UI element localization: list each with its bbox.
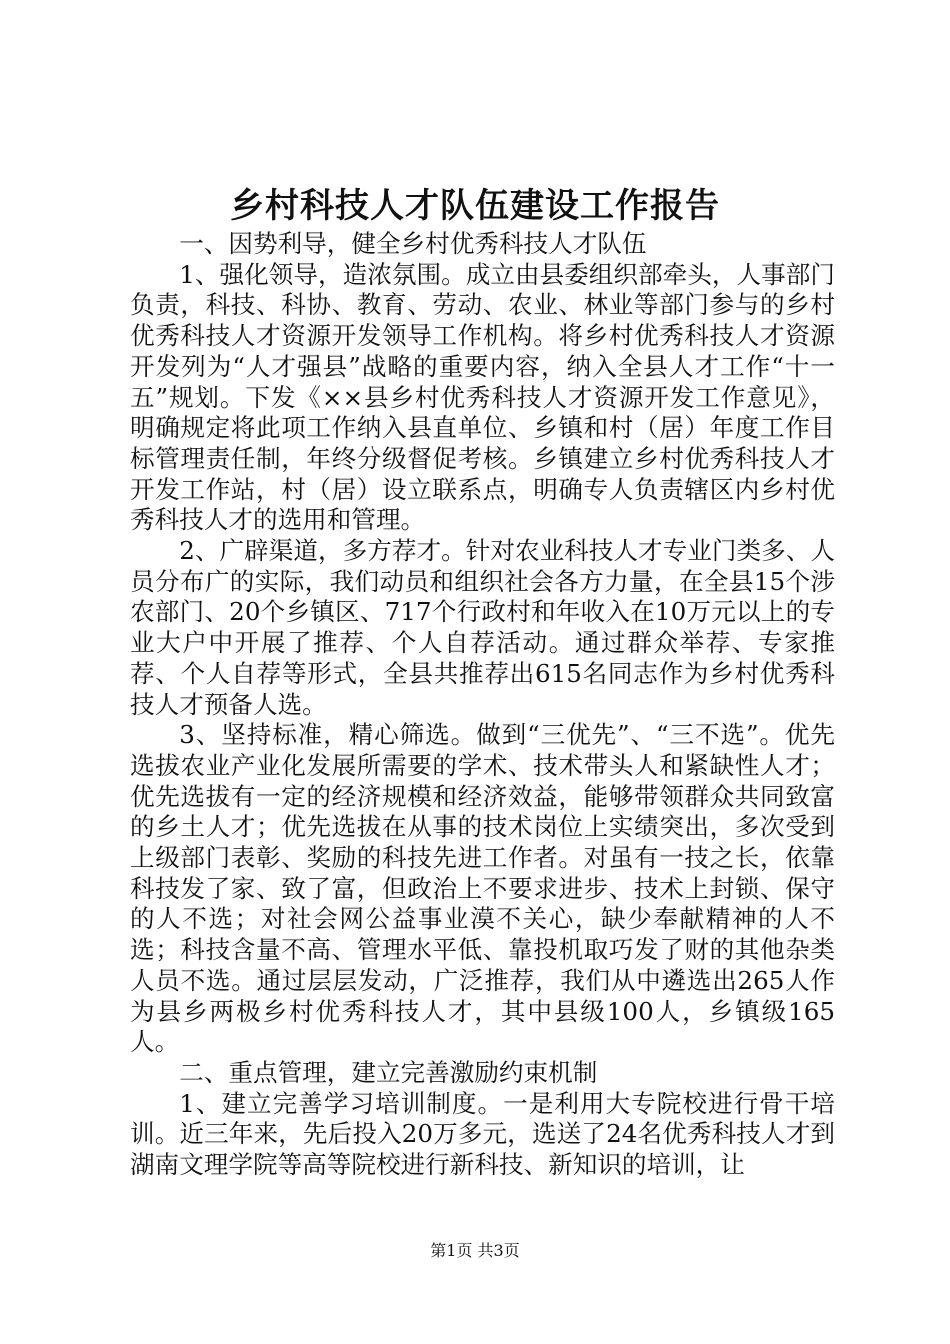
document-title: 乡村科技人才队伍建设工作报告: [230, 186, 720, 226]
paragraph-channels: 2、广辟渠道，多方荐才。针对农业科技人才专业门类多、人员分布广的实际，我们动员和组织社会各方力量，在全县15个涉农部门、20个乡镇区、717个行政村和年收入在10万元以上的专业大户中开展了推荐、个人自荐活动。通过群众举荐、专家推荐、个人自荐等形式，全县共推荐出615名同志作为乡村优秀科技人才预备人选。: [130, 536, 835, 719]
paragraph-training: 1、建立完善学习培训制度。一是利用大专院校进行骨干培训。近三年来，先后投入20万多元，选送了24名优秀科技人才到湖南文理学院等高等院校进行新科技、新知识的培训，让: [130, 1088, 835, 1180]
paragraph-leadership: 1、强化领导，造浓氛围。成立由县委组织部牵头，人事部门负责，科技、科协、教育、劳动、农业、林业等部门参与的乡村优秀科技人才资源开发领导工作机构。将乡村优秀科技人才资源开发列为“人才强县”战略的重要内容，纳入全县人才工作“十一五”规划。下发《××县乡村优秀科技人才资源开发工作意见》，明确规定将此项工作纳入县直单位、乡镇和村（居）年度工作目标管理责任制，年终分级督促考核。乡镇建立乡村优秀科技人才开发工作站，村（居）设立联系点，明确专人负责辖区内乡村优秀科技人才的选用和管理。: [130, 259, 835, 535]
document-body: [130, 229, 835, 1181]
section-heading-2: 二、重点管理，建立完善激励约束机制: [179, 1057, 598, 1087]
page-number: 第1页 共3页: [430, 1241, 520, 1260]
section-heading-1: 一、因势利导，健全乡村优秀科技人才队伍: [179, 229, 647, 258]
paragraph-selection: 3、坚持标准，精心筛选。做到“三优先”、“三不选”。优先选拔农业产业化发展所需要的学术、技术带头人和紧缺性人才；优先选拔有一定的经济规模和经济效益，能够带领群众共同致富的乡土人才；优先选拔在从事的技术岗位上实绩突出，多次受到上级部门表彰、奖励的科技先进工作者。对虽有一技之长，依靠科技发了家、致了富，但政治上不要求进步、技术上封锁、保守的人不选；对社会网公益事业漠不关心，缺少奉献精神的人不选；科技含量不高、管理水平低、靠投机取巧发了财的其他杂类人员不选。通过层层发动，广泛推荐，我们从中遴选出265人作为县乡两极乡村优秀科技人才，其中县级100人，乡镇级165人。: [130, 720, 835, 1057]
